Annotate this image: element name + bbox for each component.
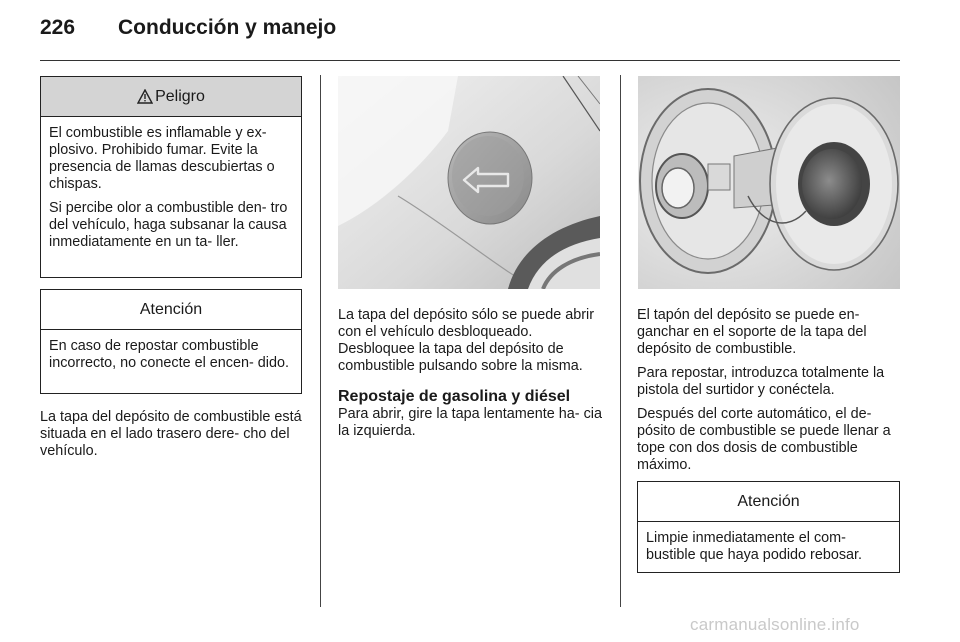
col3-paragraph: Para repostar, introduzca totalmente la pistola del surtidor y conéctela. — [637, 365, 885, 398]
fuel-cap-photo — [638, 76, 900, 289]
attention-box-1-header — [41, 290, 301, 330]
attention-box-2-text: Limpie inmediatamente el com- bustible que haya podido rebosar. — [646, 530, 863, 563]
fuel-flap-photo — [338, 76, 600, 289]
danger-paragraph: El combustible es inflamable y ex- plosivo. Prohibido fumar. Evite la presencia de llamas descubiertas o chispas. — [49, 125, 275, 192]
col3-paragraph: El tapón del depósito se puede en- ganchar en el soporte de la tapa del depósito de combustible. — [637, 307, 867, 357]
warning-triangle-icon — [137, 89, 153, 104]
page-number: 226 — [40, 16, 76, 39]
attention-box-1-title: Atención — [139, 300, 203, 318]
attention-box-1 — [40, 289, 302, 394]
attention-box-2 — [637, 481, 900, 573]
danger-box-body — [41, 117, 301, 257]
danger-box — [40, 76, 302, 278]
header-rule — [40, 60, 900, 61]
attention-box-1-text: En caso de repostar combustible incorrecto, no conecte el encen- dido. — [49, 338, 289, 371]
column-divider-2 — [620, 75, 621, 607]
column-divider-1 — [320, 75, 321, 607]
col2-paragraph: La tapa del depósito sólo se puede abrir con el vehículo desbloqueado. Desbloquee la tapa del depósito de combustible pulsando sobre la misma. Repostaje de gasolina y diésel Para abrir, gire la tapa lentamente ha- cia la izquierda. — [338, 307, 608, 447]
col2-paragraph-2: Para abrir, gire la tapa lentamente ha- cia la izquierda. — [338, 406, 602, 439]
watermark: carmanualsonline.info — [690, 615, 860, 634]
col3-paragraph: Después del corte automático, el de- pósito de combustible se puede llenar a tope con dos dosis de combustible máximo. — [637, 406, 891, 473]
attention-box-2-title: Atención — [737, 492, 800, 510]
attention-box-1-body — [41, 330, 301, 378]
danger-paragraph: Si percibe olor a combustible den- tro del vehículo, haga subsanar la causa inmediatamente en un ta- ller. — [49, 200, 288, 250]
attention-box-2-body — [638, 522, 899, 570]
danger-box-title: Peligro — [155, 87, 205, 105]
attention-box-2-header — [638, 482, 899, 522]
danger-box-header — [41, 77, 301, 117]
refuelling-subheading: Repostaje de gasolina y diésel — [338, 388, 571, 405]
col3-text — [637, 307, 903, 481]
page-title: Conducción y manejo — [118, 16, 337, 39]
col1-paragraph: La tapa del depósito de combustible está situada en el lado trasero dere- cho del vehículo. — [40, 409, 302, 459]
